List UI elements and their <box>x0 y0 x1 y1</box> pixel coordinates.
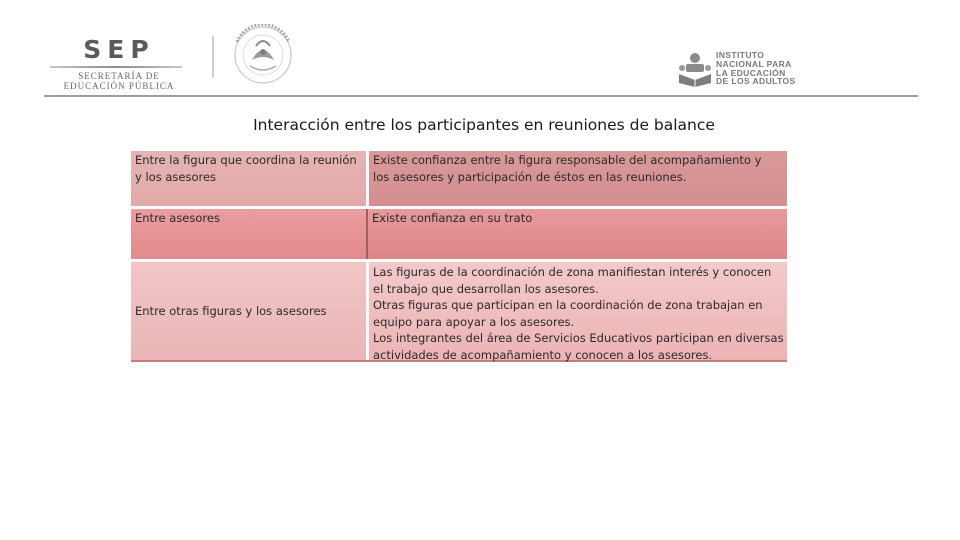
inea-line: NACIONAL PARA <box>716 58 792 69</box>
sep-logo-subtitle-2: EDUCACIÓN PÚBLICA <box>63 81 175 91</box>
sep-logo-rule <box>50 66 182 68</box>
sep-logo-word: SEP <box>83 35 155 64</box>
national-seal-icon <box>222 24 304 86</box>
table-row <box>131 209 787 259</box>
table-cell-left <box>131 262 366 360</box>
cell-line: Entre asesores <box>135 211 220 225</box>
inea-line: INSTITUTO <box>716 50 765 60</box>
table-cell-right <box>366 262 787 360</box>
cell-line: y los asesores <box>135 169 217 184</box>
inea-line: LA EDUCACIÓN <box>716 67 786 78</box>
table-row <box>131 151 787 206</box>
cell-line: Entre otras figuras y los asesores <box>135 303 327 318</box>
sep-logo-subtitle-1: SECRETARÍA DE <box>78 71 160 81</box>
inea-logo-text <box>716 51 796 86</box>
table-cell-right <box>366 209 787 259</box>
cell-line: los asesores y participación de éstos en las reuniones. <box>373 169 687 184</box>
table-cell-left <box>131 151 366 206</box>
cell-line: equipo para apoyar a los asesores. <box>373 314 575 329</box>
slide-title: Interacción entre los participantes en reuniones de balance <box>253 116 715 134</box>
table-row <box>131 262 787 360</box>
cell-line: Las figuras de la coordinación de zona manifiestan interés y conocen <box>373 265 772 279</box>
table-cell-right <box>366 151 787 206</box>
header-rule <box>44 95 918 97</box>
header <box>0 0 960 100</box>
table-cell-left <box>131 209 366 259</box>
cell-line: el trabajo que desarrollan los asesores. <box>373 281 599 296</box>
cell-line: Existe confianza entre la figura responsable del acompañamiento y <box>373 153 762 167</box>
logo-divider <box>212 36 214 78</box>
sep-logo <box>44 36 194 91</box>
inea-line: DE LOS ADULTOS <box>716 76 796 87</box>
cell-line: Otras figuras que participan en la coordinación de zona trabajan en <box>373 298 763 313</box>
inea-logo-icon <box>676 50 714 88</box>
interaction-table <box>131 151 787 362</box>
cell-line: Entre la figura que coordina la reunión <box>135 153 357 167</box>
cell-line: actividades de acompañamiento y conocen a los asesores. <box>373 347 713 362</box>
cell-line: Existe confianza en su trato <box>372 211 533 225</box>
cell-line: Los integrantes del área de Servicios Educativos participan en diversas <box>373 331 784 346</box>
